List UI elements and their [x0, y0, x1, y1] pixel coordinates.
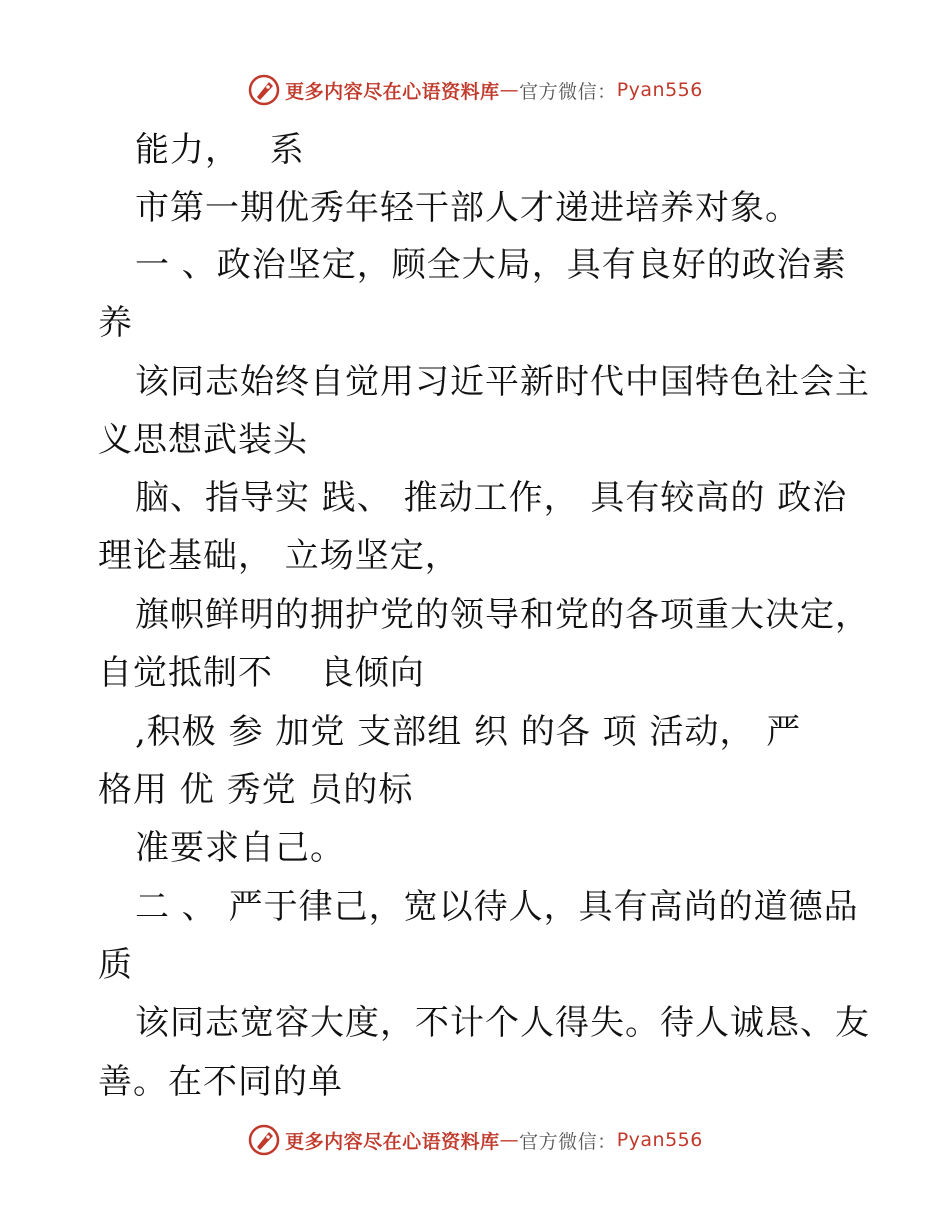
header-watermark-banner [0, 70, 950, 110]
body-line: 准要求自己。 [135, 828, 345, 868]
body-line: 理论基础， 立场坚定， [98, 536, 460, 576]
banner-separator: — [499, 79, 520, 101]
body-line: 脑、指导实 践、 推动工作， 具有较高的 政治 [135, 478, 848, 518]
body-line: 该同志始终自觉用习近平新时代中国特色社会主 [135, 362, 870, 402]
body-line: 格用 优 秀党 员的标 [98, 770, 414, 810]
body-line: 义思想武装头 [98, 420, 308, 460]
banner-wechat-label: 官方微信： [519, 1130, 617, 1153]
body-line: 自觉抵制不 良倾向 [98, 653, 425, 693]
banner-wechat-id: Pyan556 [616, 1129, 703, 1151]
body-line: 旗帜鲜明的拥护党的领导和党的各项重大决定， [135, 595, 870, 635]
banner-separator: — [499, 1129, 520, 1151]
pen-nib-logo-icon [247, 1123, 281, 1157]
banner-wechat-label: 官方微信： [519, 80, 617, 103]
body-line: 该同志宽容大度，不计个人得失。待人诚恳、友 [135, 1003, 870, 1043]
body-line: ,积极 参 加党 支部组 织 的各 项 活动， 严 [135, 712, 802, 752]
banner-wechat-id: Pyan556 [616, 79, 703, 101]
body-line: 能力， 系 [135, 130, 305, 170]
body-line: 市第一期优秀年轻干部人才递进培养对象。 [135, 188, 800, 228]
banner-slogan: 更多内容尽在心语资料库 [285, 1130, 500, 1153]
footer-watermark-banner [0, 1120, 950, 1160]
section-heading: 一 、政治坚定，顾全大局，具有良好的政治素 [135, 245, 847, 285]
pen-nib-logo-icon [247, 73, 281, 107]
section-heading-continued: 养 [98, 303, 133, 343]
section-heading: 二 、 严于律己，宽以待人，具有高尚的道德品 [135, 887, 859, 927]
banner-slogan: 更多内容尽在心语资料库 [285, 80, 500, 103]
section-heading-continued: 质 [98, 945, 133, 985]
body-line: 善。在不同的单 [98, 1062, 343, 1102]
